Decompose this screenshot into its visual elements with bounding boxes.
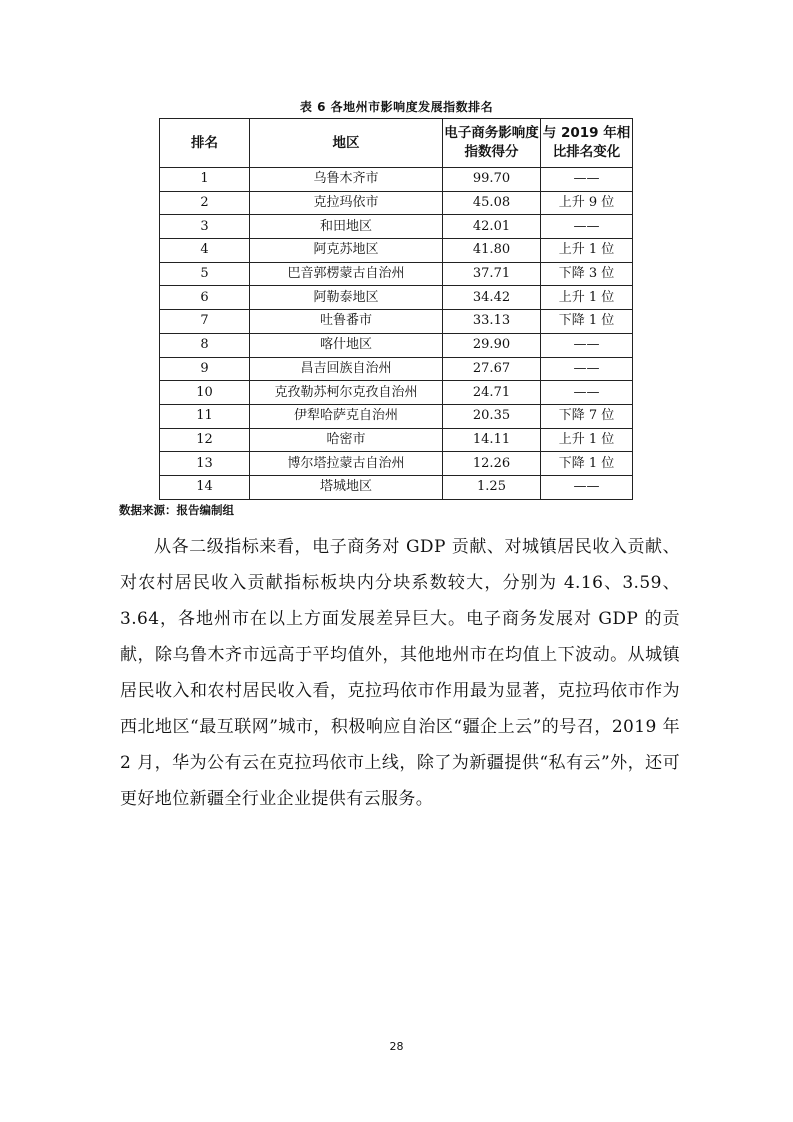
cell-rank: 5 xyxy=(160,262,250,286)
ranking-table xyxy=(159,118,633,500)
cell-region: 博尔塔拉蒙古自治州 xyxy=(250,452,443,476)
table-header-row xyxy=(160,119,633,168)
cell-region: 阿勒泰地区 xyxy=(250,286,443,310)
cell-rank: 12 xyxy=(160,428,250,452)
cell-rank: 14 xyxy=(160,475,250,499)
body-paragraph: 从各二级指标来看，电子商务对 GDP 贡献、对城镇居民收入贡献、对农村居民收入贡献指标板块内分块系数较大，分别为 4.16、3.59、3.64，各地州市在以上方面发展差异巨大。电子商务发展对 GDP 的贡献，除乌鲁木齐市远高于平均值外，其他地州市在均值上下波动。从城镇居民收入和农村居民收入看，克拉玛依市作用最为显著，克拉玛依市作为西北地区“最互联网”城市，积极响应自治区“疆企上云”的号召，2019 年 2 月，华为公有云在克拉玛依市上线，除了为新疆提供“私有云”外，还可更好地位新疆全行业企业提供有云服务。 xyxy=(120,537,680,809)
cell-score: 33.13 xyxy=(443,310,541,334)
cell-score: 12.26 xyxy=(443,452,541,476)
cell-rank: 8 xyxy=(160,333,250,357)
cell-score: 41.80 xyxy=(443,239,541,263)
table-row xyxy=(160,168,633,192)
cell-change: 下降 1 位 xyxy=(541,452,633,476)
cell-change: —— xyxy=(541,333,633,357)
table-row xyxy=(160,239,633,263)
cell-score: 14.11 xyxy=(443,428,541,452)
cell-change: 下降 7 位 xyxy=(541,404,633,428)
header-change: 与 2019 年相比排名变化 xyxy=(541,119,633,168)
table-caption: 表 6 各地州市影响度发展指数排名 xyxy=(299,100,494,114)
cell-rank: 2 xyxy=(160,191,250,215)
table-row xyxy=(160,262,633,286)
cell-change: —— xyxy=(541,357,633,381)
cell-rank: 10 xyxy=(160,381,250,405)
cell-score: 29.90 xyxy=(443,333,541,357)
cell-change: 上升 1 位 xyxy=(541,239,633,263)
page-number: 28 xyxy=(389,1040,404,1053)
cell-region: 昌吉回族自治州 xyxy=(250,357,443,381)
table-row xyxy=(160,191,633,215)
cell-region: 和田地区 xyxy=(250,215,443,239)
data-source-note: 数据来源：报告编制组 xyxy=(119,503,234,517)
cell-region: 塔城地区 xyxy=(250,475,443,499)
cell-region: 哈密市 xyxy=(250,428,443,452)
cell-change: 上升 9 位 xyxy=(541,191,633,215)
cell-score: 37.71 xyxy=(443,262,541,286)
cell-rank: 13 xyxy=(160,452,250,476)
body-text xyxy=(120,529,680,817)
header-region: 地区 xyxy=(250,119,443,168)
table-row xyxy=(160,215,633,239)
cell-region: 阿克苏地区 xyxy=(250,239,443,263)
cell-score: 27.67 xyxy=(443,357,541,381)
cell-region: 喀什地区 xyxy=(250,333,443,357)
table-row xyxy=(160,310,633,334)
cell-change: —— xyxy=(541,215,633,239)
header-rank: 排名 xyxy=(160,119,250,168)
table-row xyxy=(160,357,633,381)
cell-change: —— xyxy=(541,168,633,192)
cell-region: 乌鲁木齐市 xyxy=(250,168,443,192)
cell-region: 克孜勒苏柯尔克孜自治州 xyxy=(250,381,443,405)
cell-change: 下降 3 位 xyxy=(541,262,633,286)
cell-score: 42.01 xyxy=(443,215,541,239)
cell-rank: 3 xyxy=(160,215,250,239)
cell-region: 巴音郭楞蒙古自治州 xyxy=(250,262,443,286)
cell-region: 吐鲁番市 xyxy=(250,310,443,334)
table-body xyxy=(160,168,633,500)
table-row xyxy=(160,286,633,310)
cell-rank: 9 xyxy=(160,357,250,381)
cell-score: 45.08 xyxy=(443,191,541,215)
cell-rank: 1 xyxy=(160,168,250,192)
table-row xyxy=(160,428,633,452)
cell-change: 上升 1 位 xyxy=(541,428,633,452)
cell-score: 24.71 xyxy=(443,381,541,405)
cell-rank: 6 xyxy=(160,286,250,310)
cell-region: 伊犁哈萨克自治州 xyxy=(250,404,443,428)
cell-rank: 7 xyxy=(160,310,250,334)
cell-rank: 11 xyxy=(160,404,250,428)
cell-change: —— xyxy=(541,475,633,499)
cell-change: —— xyxy=(541,381,633,405)
cell-score: 1.25 xyxy=(443,475,541,499)
table-row xyxy=(160,381,633,405)
cell-score: 34.42 xyxy=(443,286,541,310)
cell-change: 下降 1 位 xyxy=(541,310,633,334)
cell-region: 克拉玛依市 xyxy=(250,191,443,215)
table-row xyxy=(160,404,633,428)
table-row xyxy=(160,452,633,476)
table-row xyxy=(160,333,633,357)
cell-score: 99.70 xyxy=(443,168,541,192)
header-score: 电子商务影响度指数得分 xyxy=(443,119,541,168)
cell-change: 上升 1 位 xyxy=(541,286,633,310)
cell-score: 20.35 xyxy=(443,404,541,428)
table-row xyxy=(160,475,633,499)
cell-rank: 4 xyxy=(160,239,250,263)
